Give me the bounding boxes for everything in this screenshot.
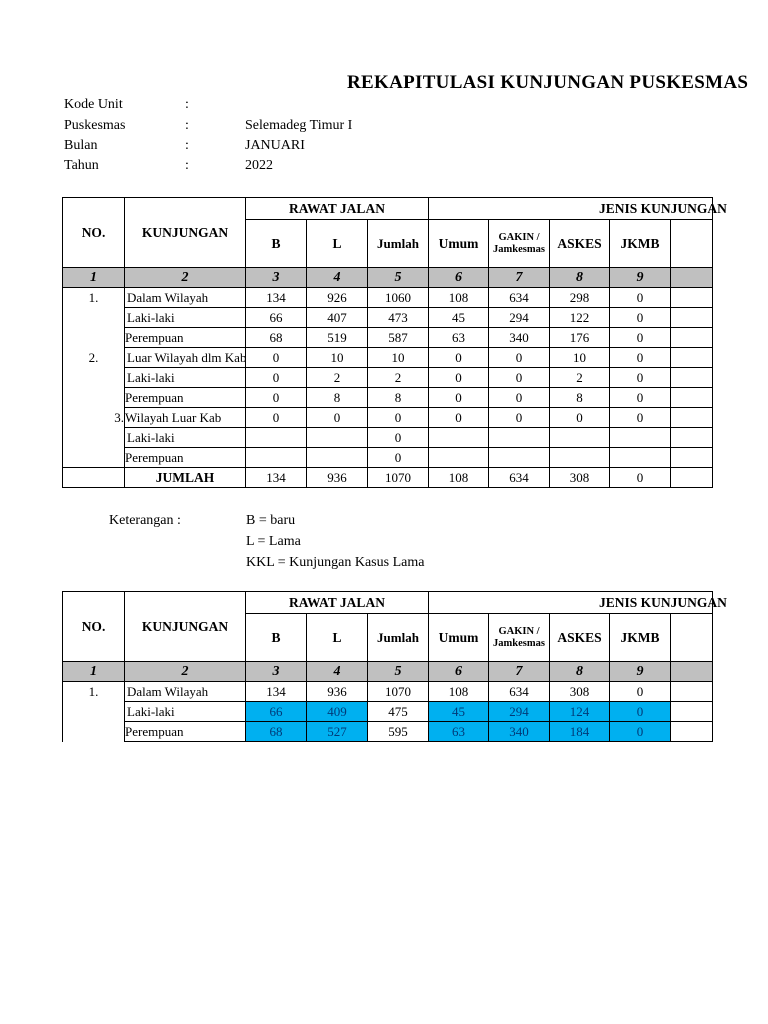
cell: 108 xyxy=(429,682,489,702)
cell: 108 xyxy=(429,288,489,308)
table-row xyxy=(63,408,713,428)
cell: 0 xyxy=(429,408,489,428)
cell: 2 xyxy=(550,368,610,388)
cell xyxy=(671,428,713,448)
row-no xyxy=(63,702,125,722)
cell: 595 xyxy=(368,722,429,742)
cell: 340 xyxy=(489,328,550,348)
col-number: 8 xyxy=(550,268,610,288)
col-number: 9 xyxy=(610,662,671,682)
table-row xyxy=(63,368,713,388)
col-number: 9 xyxy=(610,268,671,288)
row-no xyxy=(63,328,125,348)
row-no xyxy=(63,308,125,328)
cell: 0 xyxy=(610,682,671,702)
cell xyxy=(671,368,713,388)
row-no: 3. xyxy=(63,408,125,428)
cell xyxy=(671,348,713,368)
row-label: Perempuan xyxy=(125,388,246,408)
cell: 298 xyxy=(550,288,610,308)
cell: 0 xyxy=(307,408,368,428)
row-label: Laki-laki xyxy=(125,308,246,328)
cell: 294 xyxy=(489,308,550,328)
cell: 8 xyxy=(368,388,429,408)
row-label: Perempuan xyxy=(125,722,246,742)
highlighted-cell: 340 xyxy=(489,722,550,742)
row-no xyxy=(63,368,125,388)
header-extra xyxy=(671,614,713,662)
cell xyxy=(246,428,307,448)
header-no: NO. xyxy=(63,592,125,662)
info-label: Tahun xyxy=(64,158,99,173)
header-b: B xyxy=(246,220,307,268)
cell xyxy=(671,448,713,468)
header-kunjungan: KUNJUNGAN xyxy=(125,592,246,662)
info-value: Selemadeg Timur I xyxy=(245,118,353,133)
col-number: 7 xyxy=(489,662,550,682)
cell xyxy=(550,448,610,468)
cell: 926 xyxy=(307,288,368,308)
header-gakin: GAKIN / Jamkesmas xyxy=(489,220,550,268)
header-extra xyxy=(671,220,713,268)
cell: 634 xyxy=(489,682,550,702)
cell xyxy=(671,722,713,742)
col-number: 6 xyxy=(429,268,489,288)
header-jenis-kunjungan: JENIS KUNJUNGAN xyxy=(429,198,713,220)
col-number: 4 xyxy=(307,268,368,288)
highlighted-cell: 409 xyxy=(307,702,368,722)
total-label: JUMLAH xyxy=(125,468,246,488)
info-colon: : xyxy=(185,138,189,153)
header-rawat-jalan: RAWAT JALAN xyxy=(246,592,429,614)
cell: 134 xyxy=(246,682,307,702)
row-label: Wilayah Luar Kab xyxy=(125,408,246,428)
cell xyxy=(671,308,713,328)
col-number xyxy=(671,268,713,288)
row-no xyxy=(63,388,125,408)
cell: 0 xyxy=(489,408,550,428)
col-number: 5 xyxy=(368,662,429,682)
keterangan-line: L = Lama xyxy=(246,534,301,549)
header-jumlah: Jumlah xyxy=(368,614,429,662)
cell: 8 xyxy=(307,388,368,408)
cell: 634 xyxy=(489,288,550,308)
cell xyxy=(246,448,307,468)
highlighted-cell: 0 xyxy=(610,702,671,722)
table-row xyxy=(63,288,713,308)
header-jumlah: Jumlah xyxy=(368,220,429,268)
cell: 134 xyxy=(246,288,307,308)
highlighted-cell: 124 xyxy=(550,702,610,722)
page-title: REKAPITULASI KUNJUNGAN PUSKESMAS xyxy=(347,72,749,93)
row-label: Laki-laki xyxy=(125,428,246,448)
total-row xyxy=(63,468,713,488)
cell: 122 xyxy=(550,308,610,328)
cell: 134 xyxy=(246,468,307,488)
table-row xyxy=(63,702,713,722)
column-number-row xyxy=(63,268,713,288)
table-row xyxy=(63,388,713,408)
cell: 308 xyxy=(550,468,610,488)
keterangan-line: KKL = Kunjungan Kasus Lama xyxy=(246,555,425,570)
row-no: 1. xyxy=(63,682,125,702)
cell: 2 xyxy=(307,368,368,388)
cell: 68 xyxy=(246,328,307,348)
header-b: B xyxy=(246,614,307,662)
cell: 1060 xyxy=(368,288,429,308)
highlighted-cell: 527 xyxy=(307,722,368,742)
col-number: 8 xyxy=(550,662,610,682)
header-rawat-jalan: RAWAT JALAN xyxy=(246,198,429,220)
cell: 2 xyxy=(368,368,429,388)
highlighted-cell: 66 xyxy=(246,702,307,722)
info-value: 2022 xyxy=(245,158,273,173)
cell: 0 xyxy=(246,408,307,428)
info-label: Kode Unit xyxy=(64,97,123,112)
cell: 10 xyxy=(307,348,368,368)
cell: 0 xyxy=(368,408,429,428)
cell: 0 xyxy=(489,388,550,408)
cell: 0 xyxy=(368,448,429,468)
cell: 0 xyxy=(246,368,307,388)
col-number: 7 xyxy=(489,268,550,288)
col-number: 2 xyxy=(125,662,246,682)
row-label: Perempuan xyxy=(125,448,246,468)
cell: 0 xyxy=(429,368,489,388)
cell: 473 xyxy=(368,308,429,328)
table-row xyxy=(63,722,713,742)
column-number-row xyxy=(63,662,713,682)
info-label: Bulan xyxy=(64,138,98,153)
info-colon: : xyxy=(185,97,189,112)
cell xyxy=(429,428,489,448)
header-askes: ASKES xyxy=(550,614,610,662)
cell xyxy=(429,448,489,468)
table-row xyxy=(63,428,713,448)
row-no xyxy=(63,722,125,742)
cell: 176 xyxy=(550,328,610,348)
cell: 0 xyxy=(610,328,671,348)
cell: 10 xyxy=(550,348,610,368)
header-umum: Umum xyxy=(429,220,489,268)
cell xyxy=(671,288,713,308)
cell: 108 xyxy=(429,468,489,488)
cell: 45 xyxy=(429,308,489,328)
header-l: L xyxy=(307,220,368,268)
cell: 519 xyxy=(307,328,368,348)
row-label: Perempuan xyxy=(125,328,246,348)
cell: 0 xyxy=(246,348,307,368)
row-no xyxy=(63,428,125,448)
cell: 1070 xyxy=(368,468,429,488)
cell: 0 xyxy=(246,388,307,408)
highlighted-cell: 63 xyxy=(429,722,489,742)
cell: 0 xyxy=(610,368,671,388)
cell: 0 xyxy=(610,468,671,488)
table-row xyxy=(63,348,713,368)
highlighted-cell: 294 xyxy=(489,702,550,722)
cell: 634 xyxy=(489,468,550,488)
cell xyxy=(671,328,713,348)
cell: 936 xyxy=(307,468,368,488)
cell xyxy=(550,428,610,448)
row-label: Dalam Wilayah xyxy=(125,682,246,702)
header-umum: Umum xyxy=(429,614,489,662)
col-number: 6 xyxy=(429,662,489,682)
row-no: 2. xyxy=(63,348,125,368)
cell: 10 xyxy=(368,348,429,368)
col-number: 5 xyxy=(368,268,429,288)
header-jkmb: JKMB xyxy=(610,614,671,662)
table-row xyxy=(63,682,713,702)
cell: 0 xyxy=(429,388,489,408)
header-gakin: GAKIN / Jamkesmas xyxy=(489,614,550,662)
table2-body xyxy=(63,682,713,742)
cell: 0 xyxy=(368,428,429,448)
table1-body xyxy=(63,288,713,488)
cell xyxy=(671,702,713,722)
highlighted-cell: 184 xyxy=(550,722,610,742)
col-number: 1 xyxy=(63,268,125,288)
header-kunjungan: KUNJUNGAN xyxy=(125,198,246,268)
info-colon: : xyxy=(185,118,189,133)
row-no: 1. xyxy=(63,288,125,308)
row-label: Laki-laki xyxy=(125,368,246,388)
keterangan-label: Keterangan : xyxy=(109,513,181,528)
cell xyxy=(671,468,713,488)
cell xyxy=(307,428,368,448)
cell: 308 xyxy=(550,682,610,702)
cell xyxy=(671,408,713,428)
cell xyxy=(489,428,550,448)
cell: 0 xyxy=(489,368,550,388)
cell: 0 xyxy=(610,348,671,368)
info-colon: : xyxy=(185,158,189,173)
header-jkmb: JKMB xyxy=(610,220,671,268)
info-value: JANUARI xyxy=(245,138,305,153)
keterangan-line: B = baru xyxy=(246,513,296,528)
row-label: Dalam Wilayah xyxy=(125,288,246,308)
header-jenis-kunjungan: JENIS KUNJUNGAN xyxy=(429,592,713,614)
cell xyxy=(610,428,671,448)
cell: 0 xyxy=(610,308,671,328)
col-number: 2 xyxy=(125,268,246,288)
kunjungan-table-1 xyxy=(62,197,727,488)
highlighted-cell: 68 xyxy=(246,722,307,742)
cell: 407 xyxy=(307,308,368,328)
col-number: 3 xyxy=(246,662,307,682)
table-row xyxy=(63,448,713,468)
header-no: NO. xyxy=(63,198,125,268)
table-row xyxy=(63,328,713,348)
row-label: Luar Wilayah dlm Kab xyxy=(125,348,246,368)
cell: 475 xyxy=(368,702,429,722)
cell: 0 xyxy=(550,408,610,428)
header-askes: ASKES xyxy=(550,220,610,268)
col-number: 1 xyxy=(63,662,125,682)
info-label: Puskesmas xyxy=(64,118,126,133)
highlighted-cell: 45 xyxy=(429,702,489,722)
header-l: L xyxy=(307,614,368,662)
cell xyxy=(307,448,368,468)
row-no xyxy=(63,448,125,468)
cell: 0 xyxy=(610,388,671,408)
cell: 0 xyxy=(489,348,550,368)
col-number: 4 xyxy=(307,662,368,682)
cell xyxy=(610,448,671,468)
col-number: 3 xyxy=(246,268,307,288)
highlighted-cell: 0 xyxy=(610,722,671,742)
cell xyxy=(671,388,713,408)
cell xyxy=(671,682,713,702)
cell xyxy=(489,448,550,468)
row-no xyxy=(63,468,125,488)
cell: 936 xyxy=(307,682,368,702)
cell: 63 xyxy=(429,328,489,348)
cell: 66 xyxy=(246,308,307,328)
col-number xyxy=(671,662,713,682)
cell: 1070 xyxy=(368,682,429,702)
kunjungan-table-2 xyxy=(62,591,727,742)
row-label: Laki-laki xyxy=(125,702,246,722)
cell: 0 xyxy=(610,288,671,308)
cell: 587 xyxy=(368,328,429,348)
cell: 8 xyxy=(550,388,610,408)
cell: 0 xyxy=(610,408,671,428)
table-row xyxy=(63,308,713,328)
cell: 0 xyxy=(429,348,489,368)
